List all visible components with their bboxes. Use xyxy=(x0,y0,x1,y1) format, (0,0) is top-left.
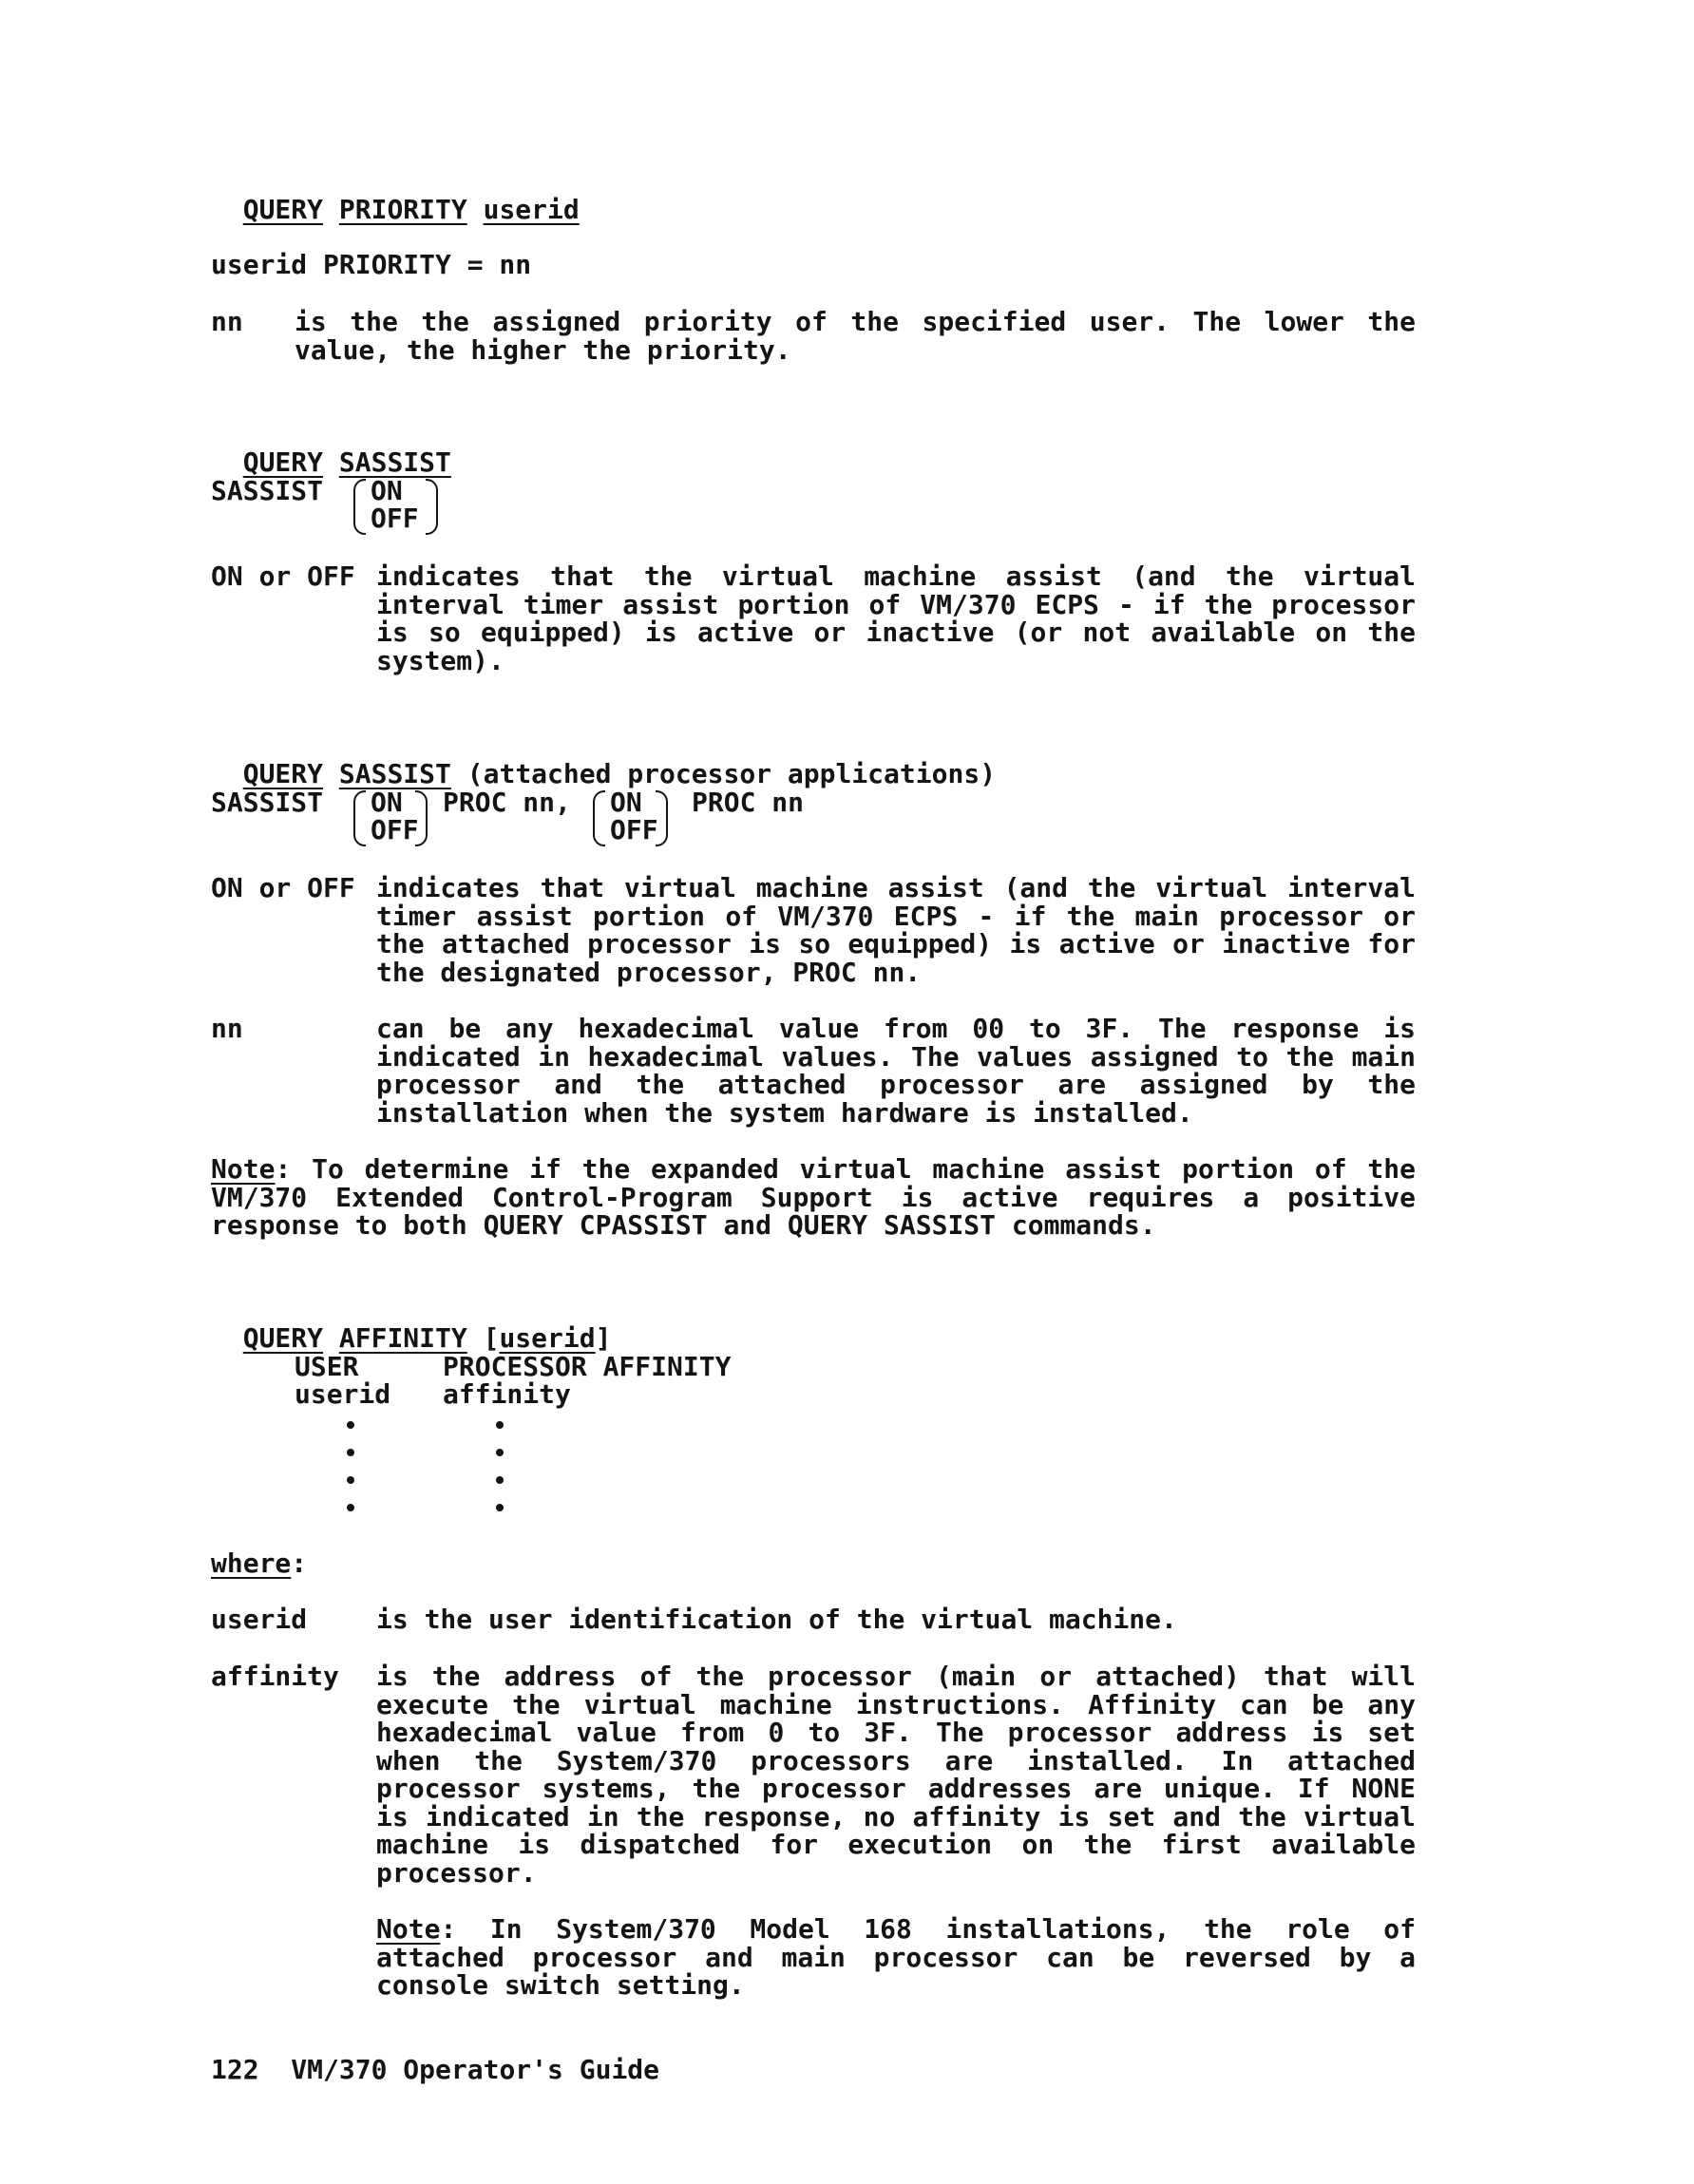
heading-keyword: QUERY xyxy=(242,193,324,225)
heading-operand: userid xyxy=(499,1321,596,1354)
term: ON or OFF xyxy=(211,560,355,592)
column-header: PROCESSOR AFFINITY xyxy=(443,1351,732,1382)
note-label: Note xyxy=(211,1153,276,1185)
right-brace xyxy=(426,479,438,535)
definition: is the address of the processor (main or attached) that will execute the virtual machine instructions. Affinity can be any hexadecimal value from 0 to 3F. The processor address is set when the System/370 processors are installed. In attached processor systems, the processor addresses are unique. If NONE is indicated in the response, no affinity is set and the virtual machine is dispatched for execution on the first available processor. xyxy=(376,1661,1416,1889)
option-off: OFF xyxy=(610,814,658,845)
left-brace xyxy=(353,790,366,846)
definition: can be any hexadecimal value from 00 to 3F. The response is indicated in hexadecimal values. The values assigned to the main processor and the attached processor are assigned by the installation when the system hardware is installed. xyxy=(376,1013,1416,1129)
bracket-open: [ xyxy=(483,1321,500,1354)
left-brace xyxy=(353,479,366,535)
heading-keyword: SASSIST xyxy=(338,446,451,478)
where-label xyxy=(211,1549,307,1578)
left-brace xyxy=(593,790,605,846)
option-off: OFF xyxy=(371,814,419,845)
note-label: Note xyxy=(376,1913,441,1945)
term: affinity xyxy=(211,1661,339,1692)
heading-keyword: QUERY xyxy=(242,446,324,478)
term: nn xyxy=(211,1013,243,1044)
note-text: : To determine if the expanded virtual machine assist portion of the VM/370 Extended Control-Program Support is active requires a positive response to both QUERY CPASSIST and QUERY SASSIST commands. xyxy=(211,1153,1416,1241)
ellipsis-dot xyxy=(347,1476,354,1484)
heading-query-sassist-ap xyxy=(211,731,996,788)
column-value: userid xyxy=(295,1378,391,1410)
heading-operand: userid xyxy=(483,193,580,225)
proc-operand: PROC nn xyxy=(692,787,805,818)
heading-query-sassist xyxy=(211,420,451,476)
ellipsis-dot xyxy=(347,1449,354,1456)
note xyxy=(376,1915,1416,2000)
definition: is the the assigned priority of the specified user. The lower the value, the higher the priority. xyxy=(295,306,1416,366)
heading-keyword: QUERY xyxy=(242,757,324,789)
heading-query-priority xyxy=(211,167,580,223)
term: nn xyxy=(211,306,243,337)
heading-keyword: PRIORITY xyxy=(338,193,467,225)
heading-suffix: (attached processor applications) xyxy=(466,757,997,789)
heading-keyword: AFFINITY xyxy=(338,1321,467,1354)
where-word: where xyxy=(211,1548,292,1579)
response-label: SASSIST xyxy=(211,787,324,818)
response-label: SASSIST xyxy=(211,475,324,506)
definition: indicates that the virtual machine assist (and the virtual interval timer assist portion of VM/370 ECPS - if the processor is so equipped) is active or inactive (or not available on the system). xyxy=(376,560,1416,676)
column-header: USER xyxy=(295,1351,359,1382)
bracket-close: ] xyxy=(595,1321,612,1354)
ellipsis-dot xyxy=(347,1504,354,1511)
term: ON or OFF xyxy=(211,872,355,903)
ellipsis-dot xyxy=(496,1476,504,1484)
definition: is the user identification of the virtual machine. xyxy=(376,1604,1177,1635)
term: userid xyxy=(211,1604,308,1635)
ellipsis-dot xyxy=(496,1504,504,1511)
option-on: ON xyxy=(371,787,403,818)
response-format: userid PRIORITY = nn xyxy=(211,249,532,280)
heading-keyword: SASSIST xyxy=(338,757,451,789)
page-footer xyxy=(211,2056,659,2084)
heading-query-affinity xyxy=(211,1296,611,1352)
ellipsis-dot xyxy=(496,1449,504,1456)
right-brace xyxy=(415,790,428,846)
note-text: : In System/370 Model 168 installations, the role of attached processor and main processor can be reversed by a console switch setting. xyxy=(376,1913,1416,2001)
footer-title: VM/370 Operator's Guide xyxy=(291,2054,660,2085)
heading-keyword: QUERY xyxy=(242,1321,324,1354)
right-brace xyxy=(656,790,668,846)
option-off: OFF xyxy=(371,503,419,534)
note xyxy=(211,1155,1416,1240)
option-on: ON xyxy=(371,475,403,506)
ellipsis-dot xyxy=(496,1421,504,1429)
definition: indicates that virtual machine assist (and the virtual interval timer assist portion of VM/370 ECPS - if the main processor or the attached processor is so equipped) is active or inactive for the designated processor, PROC nn. xyxy=(376,872,1416,988)
page-number: 122 xyxy=(211,2054,259,2085)
option-on: ON xyxy=(610,787,642,818)
where-colon: : xyxy=(291,1548,308,1579)
proc-operand: PROC nn, xyxy=(443,787,571,818)
ellipsis-dot xyxy=(347,1421,354,1429)
column-value: affinity xyxy=(443,1378,571,1410)
